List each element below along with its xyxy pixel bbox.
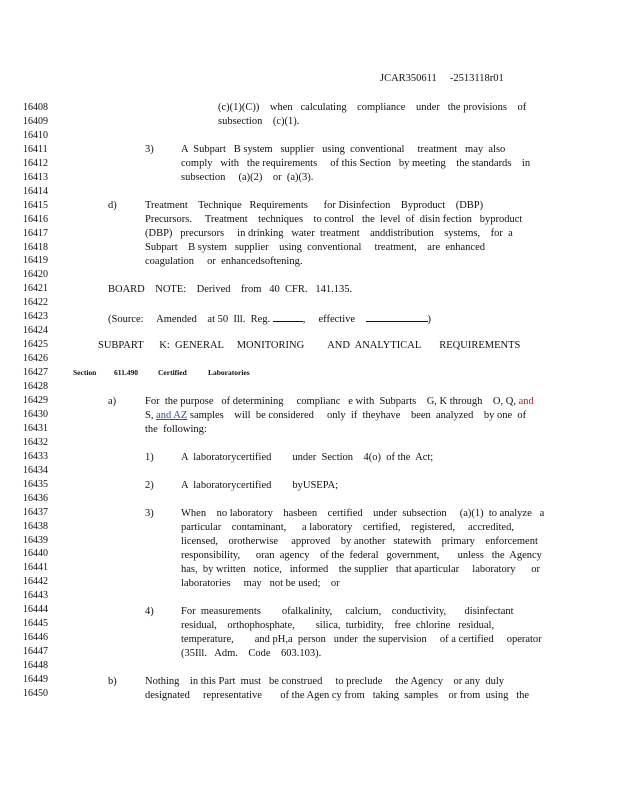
clause-text: temperature, and pH,a person under the supervision of a certified operator	[181, 634, 542, 645]
line-number: 16443	[23, 590, 48, 602]
line-number: 16422	[23, 297, 48, 309]
item-marker: 3)	[145, 508, 154, 519]
item-marker: 1)	[145, 452, 154, 463]
clause-text: (DBP) precursors in drinking water treatment anddistribution systems, for a	[145, 228, 513, 239]
clause-text: subsection (a)(2) or (a)(3).	[181, 172, 314, 183]
clause-text: residual, orthophosphate, silica, turbidity, free chlorine residual,	[181, 620, 495, 631]
line-number: 16445	[23, 618, 48, 630]
line-number: 16415	[23, 199, 48, 211]
subpart-heading: SUBPART K: GENERAL MONITORING AND ANALYTICAL REQUIREMENTS	[98, 340, 521, 351]
reg-blank	[273, 312, 303, 322]
line-number: 16421	[23, 283, 48, 295]
clause-text: For measurements ofalkalinity, calcium, conductivity, disinfectant	[181, 606, 514, 617]
line-number: 16444	[23, 604, 48, 616]
clause-text: the following:	[145, 424, 207, 435]
clause-text: (35Ill. Adm. Code 603.103).	[181, 648, 322, 659]
line-number: 16436	[23, 492, 48, 504]
line-number: 16429	[23, 394, 48, 406]
line-number: 16442	[23, 576, 48, 588]
line-number: 16419	[23, 255, 48, 267]
line-number: 16417	[23, 227, 48, 239]
line-number: 16411	[23, 143, 48, 155]
clause-text: designated representative of the Agen cy from taking samples or from using the	[145, 690, 530, 701]
line-number: 16441	[23, 562, 48, 574]
line-number: 16426	[23, 353, 48, 365]
clause-text: Precursors. Treatment techniques to control the level of disin fection byproduct	[145, 214, 523, 225]
effective-date-blank	[366, 312, 428, 322]
line-number: 16440	[23, 548, 48, 560]
line-number: 16408	[23, 102, 48, 113]
line-number: 16420	[23, 269, 48, 281]
clause-text: responsibility, oran agency of the federal government, unless the Agency	[181, 550, 542, 561]
line-number: 16438	[23, 520, 48, 532]
clause-text: comply with the requirements of this Section by meeting the standards in	[181, 158, 531, 169]
line-number: 16409	[23, 116, 48, 127]
inserted-text: and	[518, 396, 534, 407]
section-number: 611.490	[114, 368, 138, 377]
line-number: 16447	[23, 646, 48, 657]
line-number: 16410	[23, 129, 48, 141]
inserted-text-underlined: and AZ	[156, 410, 188, 421]
line-number: 16412	[23, 157, 48, 169]
clause-text: A laboratorycertified byUSEPA;	[181, 480, 339, 491]
clause-text: A laboratorycertified under Section 4(o) of the Act;	[181, 452, 434, 463]
line-number: 16449	[23, 673, 48, 685]
line-number: 16431	[23, 422, 48, 434]
section-label: Section	[73, 368, 97, 377]
clause-text: licensed, orotherwise approved by another statewith primary enforcement	[181, 536, 538, 547]
line-number: 16424	[23, 325, 48, 337]
clause-text: Subpart B system supplier using conventional treatment, are enhanced	[145, 242, 486, 253]
line-number: 16413	[23, 171, 48, 183]
line-number: 16437	[23, 506, 48, 518]
document-id: JCAR350611	[380, 73, 437, 84]
clause-text: S, and AZ samples will be considered only if theyhave been analyzed by one of	[145, 410, 527, 421]
item-marker: 2)	[145, 480, 154, 491]
line-number: 16432	[23, 436, 48, 448]
line-number: 16425	[23, 339, 48, 351]
line-number: 16448	[23, 660, 48, 671]
clause-text: Treatment Technique Requirements for Disinfection Byproduct (DBP)	[145, 200, 484, 211]
line-number: 16430	[23, 408, 48, 420]
line-number: 16418	[23, 241, 48, 253]
section-title-word: Laboratories	[208, 368, 250, 377]
line-number: 16435	[23, 478, 48, 490]
line-number: 16433	[23, 450, 48, 462]
clause-text: A Subpart B system supplier using conventional treatment may also	[181, 144, 506, 155]
item-marker: 4)	[145, 606, 154, 617]
item-marker: a)	[108, 396, 117, 407]
clause-text: For the purpose of determining complianc e with Subparts G, K through O, Q, and	[145, 396, 534, 407]
line-number: 16428	[23, 381, 48, 392]
clause-text: (c)(1)(C)) when calculating compliance under the provisions of	[218, 102, 527, 113]
line-number: 16427	[23, 367, 48, 379]
source-note: (Source: Amended at 50 Ill. Reg. , effective )	[108, 314, 432, 325]
section-title-word: Certified	[158, 368, 187, 377]
line-number: 16439	[23, 534, 48, 546]
document-ref: -2513118r01	[449, 73, 504, 84]
clause-text: laboratories may not be used; or	[181, 578, 340, 589]
item-marker: d)	[108, 200, 117, 211]
clause-text: has, by written notice, informed the supplier that aparticular laboratory or	[181, 564, 540, 575]
clause-text: Nothing in this Part must be construed to preclude the Agency or any duly	[145, 676, 504, 687]
page-header	[380, 73, 504, 84]
clause-text: particular contaminant, a laboratory certified, registered, accredited,	[181, 522, 514, 533]
board-note: BOARD NOTE: Derived from 40 CFR. 141.135.	[108, 284, 353, 295]
line-number: 16450	[23, 687, 48, 699]
item-marker: b)	[108, 676, 117, 687]
line-number: 16416	[23, 213, 48, 225]
line-number: 16434	[23, 464, 48, 476]
line-number: 16414	[23, 185, 48, 197]
clause-text: When no laboratory hasbeen certified under subsection (a)(1) to analyze a	[181, 508, 545, 519]
line-number: 16423	[23, 311, 48, 323]
clause-text: subsection (c)(1).	[218, 116, 300, 127]
item-marker: 3)	[145, 144, 154, 155]
line-number: 16446	[23, 632, 48, 644]
clause-text: coagulation or enhancedsoftening.	[145, 256, 303, 267]
